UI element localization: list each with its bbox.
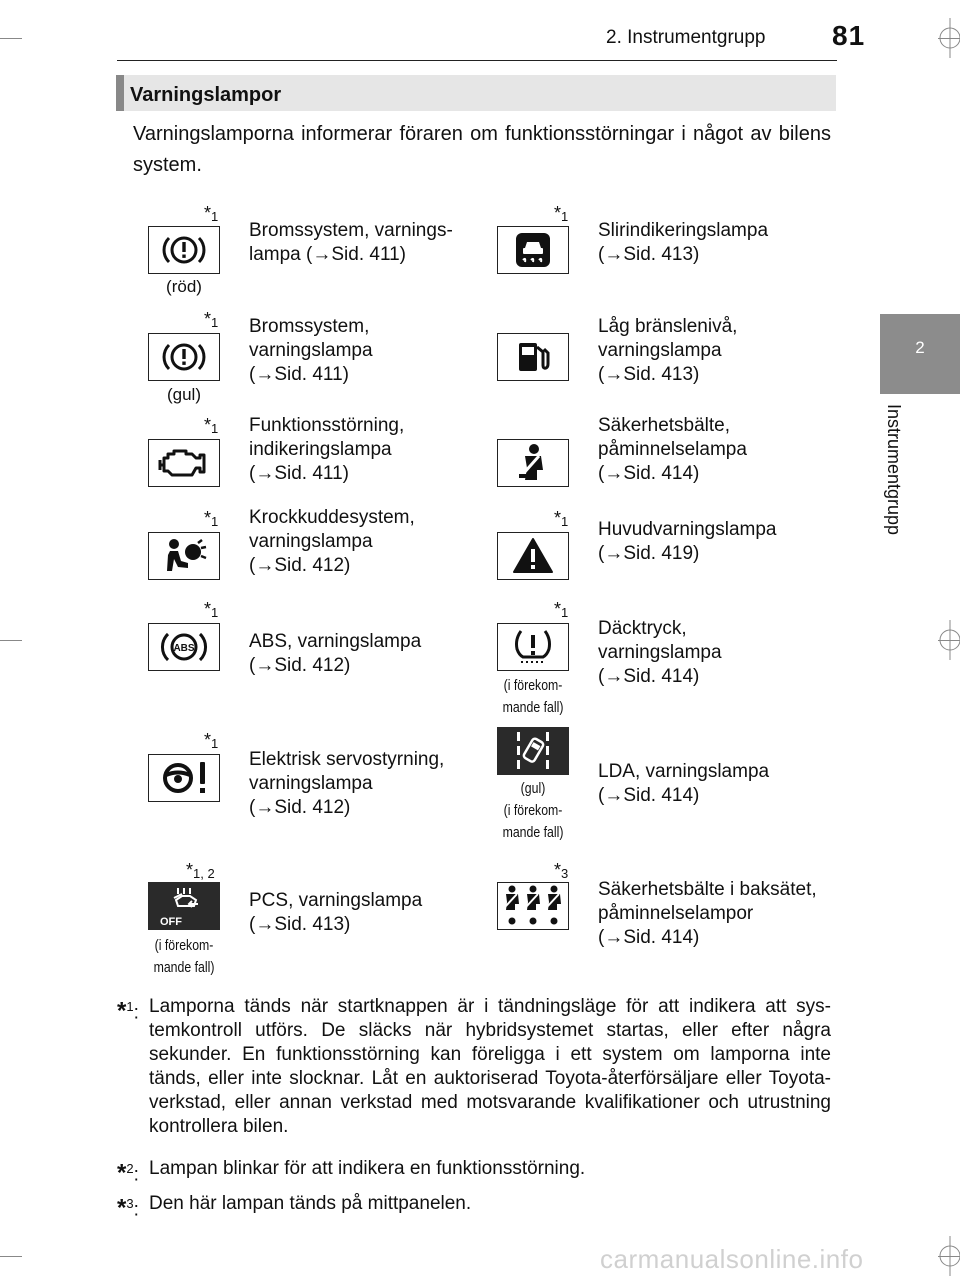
fuel-pump-icon (513, 337, 553, 377)
warning-lamp-tile (497, 226, 569, 274)
item-description: Huvudvarningslampa (→Sid. 419) (598, 519, 777, 564)
off-label: OFF (160, 916, 182, 928)
footnote-marker: *$^1$: (117, 997, 139, 1025)
crop-mark (0, 640, 22, 641)
item-description: Funktionsstörning, indikeringslampa (→Sid. 411) (249, 415, 405, 484)
warning-lamp-tile (148, 532, 220, 580)
icon-caption: (i förekom- mande fall) (153, 937, 215, 976)
item-description: LDA, varningslampa (→Sid. 414) (598, 761, 770, 806)
footnote (117, 1157, 831, 1187)
warning-lamp-tile (497, 623, 569, 671)
warning-lamp-tile (148, 439, 220, 487)
section-title: Varningslampor (130, 84, 282, 106)
item-description: Däcktryck, varningslampa (→Sid. 414) (598, 618, 722, 687)
seatbelt-icon (513, 442, 553, 484)
brake-warning-icon (162, 232, 206, 268)
crop-mark (0, 1256, 22, 1257)
slip-indicator-icon (513, 230, 553, 270)
header-rule (117, 60, 837, 61)
item-marker: $*_3$ (554, 860, 569, 881)
item-description: PCS, varningslampa (→Sid. 413) (249, 890, 423, 935)
footnote-text: Den här lampan tänds på mittpanelen. (149, 1193, 472, 1214)
warning-lamp-tile (148, 333, 220, 381)
footnote (117, 995, 831, 1139)
pcs-off-icon (154, 884, 214, 928)
item-description: Krockkuddesystem, varningslampa (→Sid. 412) (249, 507, 415, 576)
power-steering-icon (156, 758, 212, 798)
warning-lamp-tile (497, 727, 569, 775)
footnote-marker: *$^3$: (117, 1194, 139, 1222)
item-marker: $*_1$ (204, 415, 219, 436)
lane-departure-icon (503, 729, 563, 773)
item-marker: $*_1$ (204, 309, 219, 330)
airbag-icon (160, 537, 208, 575)
item-description: ABS, varningslampa (→Sid. 412) (249, 631, 422, 676)
chapter-label: Instrumentgrupp (884, 404, 904, 536)
icon-caption: (gul) (i förekom- mande fall) (502, 780, 564, 841)
registration-mark (938, 1236, 960, 1276)
rear-seatbelt-icon (500, 884, 566, 928)
item-description: Säkerhetsbälte, påminnelselampa (→Sid. 414) (598, 415, 747, 484)
item-marker: $*_1$ (204, 599, 219, 620)
footnote-text: Lampan blinkar för att indikera en funktionsstörning. (149, 1158, 586, 1179)
abs-icon (160, 628, 208, 666)
icon-caption: (röd) (166, 277, 202, 296)
item-description: Låg bränslenivå, varningslampa (→Sid. 413) (598, 316, 738, 385)
item-marker: $*_1$ (204, 730, 219, 751)
registration-mark (938, 620, 960, 660)
warning-lamp-tile (497, 333, 569, 381)
footnote (117, 1192, 831, 1222)
item-marker: $*_1$ (554, 203, 569, 224)
crop-mark (0, 38, 22, 39)
brake-warning-icon (162, 339, 206, 375)
svg-text:ABS: ABS (173, 643, 195, 654)
item-description: Elektrisk servostyrning, varningslampa (→Sid. 412) (249, 749, 445, 818)
item-marker: $*_{1, 2}$ (186, 860, 215, 881)
item-marker: $*_1$ (554, 599, 569, 620)
warning-lamp-tile (497, 439, 569, 487)
page-number: 81 (832, 20, 866, 51)
icon-caption: (gul) (166, 385, 201, 404)
footnote-text: Lamporna tänds när startknappen är i tändningsläge för att indikera att sys- temkontroll utförs. De släcks när hybridsystemet startas, eller efter några sekunder. En funktionsstörning kan föreligga i ett system om lamporna inte tänds, eller inte slocknar. Låt en auktoriserad Toyota-återförsäljare eller Toyota-verkstad, eller annan verkstad med motsvarande kvalifikationer och utrustning kontrollera bilen. (149, 996, 831, 1137)
warning-lamp-tile (148, 623, 220, 671)
warning-lamp-tile (148, 226, 220, 274)
section-bar-accent (116, 75, 124, 111)
running-header: 2. Instrumentgrupp (606, 27, 766, 48)
intro-paragraph: Varningslamporna informerar föraren om funktionsstörningar i något av bilens system. (133, 123, 831, 176)
watermark: carmanualsonline.info (600, 1244, 864, 1274)
engine-check-icon (158, 446, 210, 480)
item-description: Säkerhetsbälte i baksätet, påminnelselampor (→Sid. 414) (598, 879, 817, 948)
chapter-number: 2 (915, 338, 925, 357)
warning-lamp-tile (497, 532, 569, 580)
tire-pressure-icon (511, 627, 555, 667)
item-marker: $*_1$ (204, 203, 219, 224)
item-description: Bromssystem, varningslampa (→Sid. 411) (249, 316, 373, 385)
item-description: Bromssystem, varnings- lampa (→Sid. 411) (249, 220, 453, 265)
item-description: Slirindikeringslampa (→Sid. 413) (598, 220, 769, 265)
icon-caption: (i förekom- mande fall) (502, 677, 564, 716)
warning-lamp-tile (148, 754, 220, 802)
footnote-marker: *$^2$: (117, 1159, 139, 1187)
registration-mark (938, 18, 960, 58)
warning-lamp-tile (148, 882, 220, 930)
item-marker: $*_1$ (554, 508, 569, 529)
item-marker: $*_1$ (204, 508, 219, 529)
warning-lamp-tile (497, 882, 569, 930)
master-warning-icon (511, 536, 555, 576)
